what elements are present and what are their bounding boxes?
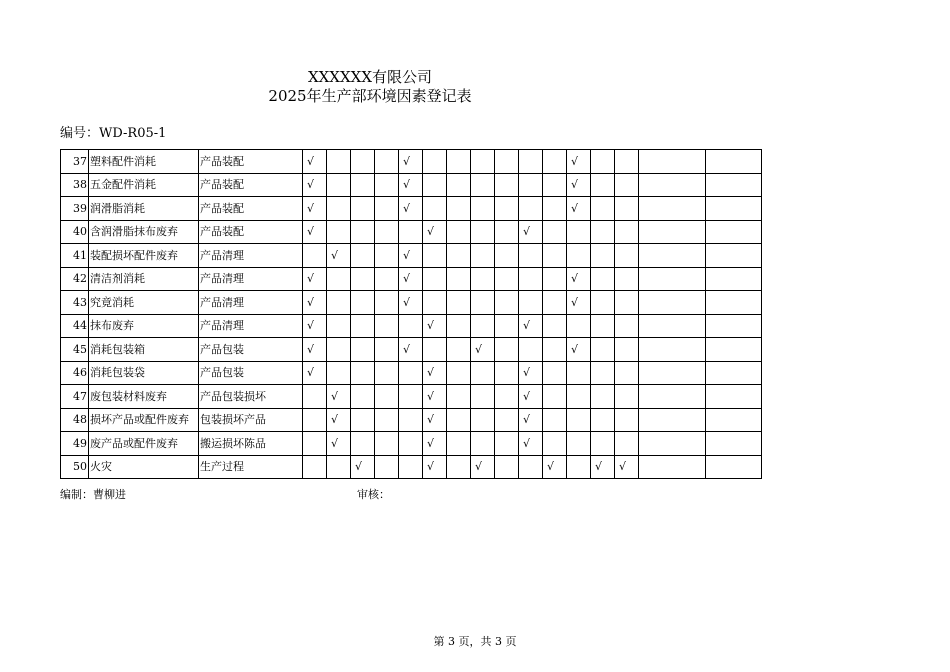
empty-cell [375,267,399,291]
empty-cell [495,267,519,291]
empty-cell [591,361,615,385]
factor-name-cell: 抹布废弃 [89,314,199,338]
process-cell: 产品装配 [199,197,303,221]
table-row [61,197,762,221]
empty-cell [567,220,591,244]
empty-cell [447,408,471,432]
check-mark-cell: √ [399,150,423,174]
process-cell: 产品包装 [199,338,303,362]
check-mark-cell: √ [399,267,423,291]
empty-cell [327,361,351,385]
empty-cell [519,291,543,315]
empty-cell [303,244,327,268]
factor-name-cell: 五金配件消耗 [89,173,199,197]
empty-cell [447,385,471,409]
empty-cell [447,197,471,221]
empty-cell [567,244,591,268]
empty-cell [327,267,351,291]
empty-cell [375,408,399,432]
empty-cell [543,291,567,315]
empty-cell [375,291,399,315]
empty-cell [399,408,423,432]
empty-cell [591,314,615,338]
table-row [61,314,762,338]
empty-cell [615,338,639,362]
check-mark-cell: √ [303,314,327,338]
empty-cell [543,220,567,244]
empty-cell [495,408,519,432]
empty-cell [375,173,399,197]
check-mark-cell: √ [423,455,447,479]
check-mark-cell: √ [423,385,447,409]
empty-cell [639,432,706,456]
table-row [61,150,762,174]
empty-cell [447,361,471,385]
empty-cell [471,432,495,456]
empty-cell [303,408,327,432]
empty-cell [543,432,567,456]
row-number: 41 [61,244,89,268]
row-number: 38 [61,173,89,197]
empty-cell [423,267,447,291]
empty-cell [327,197,351,221]
process-cell: 生产过程 [199,455,303,479]
empty-cell [303,432,327,456]
empty-cell [706,244,762,268]
check-mark-cell: √ [519,408,543,432]
empty-cell [706,267,762,291]
process-cell: 产品装配 [199,150,303,174]
empty-cell [351,267,375,291]
empty-cell [706,197,762,221]
empty-cell [375,338,399,362]
empty-cell [519,244,543,268]
empty-cell [543,385,567,409]
empty-cell [567,385,591,409]
empty-cell [423,197,447,221]
empty-cell [591,197,615,221]
check-mark-cell: √ [399,338,423,362]
empty-cell [639,267,706,291]
table-row [61,291,762,315]
row-number: 50 [61,455,89,479]
empty-cell [327,455,351,479]
empty-cell [495,291,519,315]
empty-cell [375,432,399,456]
empty-cell [447,244,471,268]
process-cell: 包装损坏产品 [199,408,303,432]
empty-cell [471,173,495,197]
process-cell: 产品清理 [199,244,303,268]
check-mark-cell: √ [399,291,423,315]
empty-cell [639,408,706,432]
empty-cell [639,338,706,362]
row-number: 46 [61,361,89,385]
empty-cell [495,244,519,268]
prepared-by [60,486,126,502]
empty-cell [351,432,375,456]
empty-cell [639,173,706,197]
empty-cell [327,173,351,197]
empty-cell [471,408,495,432]
check-mark-cell: √ [615,455,639,479]
empty-cell [706,361,762,385]
empty-cell [543,197,567,221]
empty-cell [543,173,567,197]
check-mark-cell: √ [519,314,543,338]
check-mark-cell: √ [471,338,495,362]
empty-cell [447,267,471,291]
empty-cell [567,432,591,456]
row-number: 37 [61,150,89,174]
company-name: XXXXXX有限公司 [307,68,433,86]
empty-cell [471,197,495,221]
check-mark-cell: √ [303,220,327,244]
table-row [61,408,762,432]
empty-cell [447,173,471,197]
empty-cell [543,244,567,268]
empty-cell [567,408,591,432]
empty-cell [327,314,351,338]
empty-cell [375,314,399,338]
empty-cell [615,385,639,409]
factor-name-cell: 废包装材料废弃 [89,385,199,409]
empty-cell [519,338,543,362]
empty-cell [591,150,615,174]
check-mark-cell: √ [567,150,591,174]
factor-name-cell: 含润滑脂抹布废弃 [89,220,199,244]
empty-cell [375,361,399,385]
empty-cell [447,338,471,362]
empty-cell [303,455,327,479]
empty-cell [615,408,639,432]
empty-cell [375,455,399,479]
empty-cell [327,291,351,315]
empty-cell [639,385,706,409]
check-mark-cell: √ [303,267,327,291]
empty-cell [706,432,762,456]
empty-cell [447,291,471,315]
check-mark-cell: √ [519,220,543,244]
empty-cell [615,220,639,244]
row-number: 47 [61,385,89,409]
empty-cell [351,338,375,362]
empty-cell [567,361,591,385]
empty-cell [351,291,375,315]
empty-cell [639,455,706,479]
process-cell: 产品清理 [199,267,303,291]
check-mark-cell: √ [519,385,543,409]
empty-cell [706,150,762,174]
empty-cell [495,173,519,197]
process-cell: 产品清理 [199,291,303,315]
process-cell: 产品清理 [199,314,303,338]
check-mark-cell: √ [423,220,447,244]
table-row [61,455,762,479]
row-number: 49 [61,432,89,456]
empty-cell [375,220,399,244]
empty-cell [615,291,639,315]
empty-cell [471,291,495,315]
row-number: 48 [61,408,89,432]
empty-cell [591,267,615,291]
empty-cell [519,197,543,221]
empty-cell [639,314,706,338]
empty-cell [303,385,327,409]
process-cell: 产品包装损坏 [199,385,303,409]
empty-cell [351,361,375,385]
empty-cell [423,173,447,197]
empty-cell [591,244,615,268]
empty-cell [495,197,519,221]
check-mark-cell: √ [303,338,327,362]
check-mark-cell: √ [471,455,495,479]
factor-name-cell: 火灾 [89,455,199,479]
table-row [61,244,762,268]
empty-cell [706,173,762,197]
empty-cell [399,314,423,338]
row-number: 39 [61,197,89,221]
check-mark-cell: √ [567,291,591,315]
empty-cell [351,408,375,432]
form-title: 2025年生产部环境因素登记表 [268,87,472,105]
empty-cell [567,455,591,479]
empty-cell [495,150,519,174]
empty-cell [495,220,519,244]
empty-cell [706,338,762,362]
empty-cell [399,361,423,385]
check-mark-cell: √ [303,173,327,197]
empty-cell [639,244,706,268]
factor-name-cell: 消耗包装袋 [89,361,199,385]
check-mark-cell: √ [567,338,591,362]
empty-cell [591,385,615,409]
check-mark-cell: √ [303,291,327,315]
check-mark-cell: √ [519,432,543,456]
empty-cell [351,244,375,268]
check-mark-cell: √ [399,197,423,221]
check-mark-cell: √ [303,361,327,385]
empty-cell [375,385,399,409]
empty-cell [399,220,423,244]
check-mark-cell: √ [399,173,423,197]
empty-cell [543,408,567,432]
empty-cell [615,197,639,221]
process-cell: 产品装配 [199,220,303,244]
table-row [61,267,762,291]
empty-cell [351,173,375,197]
check-mark-cell: √ [567,267,591,291]
empty-cell [639,150,706,174]
check-mark-cell: √ [327,432,351,456]
factor-name-cell: 废产品或配件废弃 [89,432,199,456]
factor-name-cell: 损坏产品或配件废弃 [89,408,199,432]
empty-cell [543,338,567,362]
factor-name-cell: 究竟消耗 [89,291,199,315]
check-mark-cell: √ [303,150,327,174]
row-number: 45 [61,338,89,362]
empty-cell [706,455,762,479]
empty-cell [471,385,495,409]
empty-cell [591,338,615,362]
empty-cell [399,432,423,456]
check-mark-cell: √ [303,197,327,221]
table-row [61,432,762,456]
empty-cell [375,244,399,268]
empty-cell [706,408,762,432]
form-code-value: WD-R05-1 [99,126,167,141]
empty-cell [706,220,762,244]
empty-cell [351,314,375,338]
check-mark-cell: √ [591,455,615,479]
empty-cell [591,173,615,197]
check-mark-cell: √ [399,244,423,268]
empty-cell [447,220,471,244]
prepared-by-label: 编制： [60,488,93,501]
empty-cell [327,338,351,362]
empty-cell [351,197,375,221]
empty-cell [543,267,567,291]
empty-cell [471,361,495,385]
empty-cell [639,197,706,221]
empty-cell [351,385,375,409]
empty-cell [447,432,471,456]
process-cell: 搬运损坏陈品 [199,432,303,456]
check-mark-cell: √ [423,408,447,432]
empty-cell [567,314,591,338]
process-cell: 产品包装 [199,361,303,385]
empty-cell [519,455,543,479]
table-row [61,338,762,362]
check-mark-cell: √ [519,361,543,385]
empty-cell [495,338,519,362]
check-mark-cell: √ [351,455,375,479]
empty-cell [375,150,399,174]
empty-cell [471,244,495,268]
empty-cell [591,408,615,432]
empty-cell [615,173,639,197]
empty-cell [423,338,447,362]
empty-cell [591,432,615,456]
empty-cell [543,361,567,385]
reviewed-by-label: 审核： [357,488,390,501]
empty-cell [495,314,519,338]
empty-cell [519,173,543,197]
table-row [61,220,762,244]
empty-cell [495,361,519,385]
empty-cell [423,150,447,174]
empty-cell [447,455,471,479]
empty-cell [615,244,639,268]
empty-cell [423,244,447,268]
empty-cell [447,150,471,174]
empty-cell [615,267,639,291]
empty-cell [639,361,706,385]
process-cell: 产品装配 [199,173,303,197]
empty-cell [615,361,639,385]
empty-cell [375,197,399,221]
check-mark-cell: √ [327,244,351,268]
empty-cell [543,150,567,174]
empty-cell [591,220,615,244]
empty-cell [399,455,423,479]
row-number: 43 [61,291,89,315]
empty-cell [399,385,423,409]
table-row [61,173,762,197]
empty-cell [447,314,471,338]
check-mark-cell: √ [327,408,351,432]
environmental-factor-table [60,149,762,479]
row-number: 42 [61,267,89,291]
empty-cell [543,314,567,338]
empty-cell [615,150,639,174]
row-number: 40 [61,220,89,244]
factor-name-cell: 清洁剂消耗 [89,267,199,291]
empty-cell [327,220,351,244]
check-mark-cell: √ [423,361,447,385]
empty-cell [471,314,495,338]
table-row [61,361,762,385]
factor-name-cell: 装配损坏配件废弃 [89,244,199,268]
empty-cell [351,220,375,244]
check-mark-cell: √ [423,432,447,456]
empty-cell [519,150,543,174]
empty-cell [639,291,706,315]
page-indicator: 第 3 页，共 3 页 [433,635,517,648]
empty-cell [471,220,495,244]
empty-cell [495,455,519,479]
empty-cell [706,314,762,338]
form-code-label: 编号： [60,126,100,141]
empty-cell [591,291,615,315]
empty-cell [519,267,543,291]
empty-cell [639,220,706,244]
empty-cell [423,291,447,315]
check-mark-cell: √ [543,455,567,479]
empty-cell [706,385,762,409]
empty-cell [327,150,351,174]
empty-cell [495,432,519,456]
check-mark-cell: √ [567,197,591,221]
empty-cell [706,291,762,315]
factor-name-cell: 消耗包装箱 [89,338,199,362]
check-mark-cell: √ [567,173,591,197]
factor-name-cell: 润滑脂消耗 [89,197,199,221]
empty-cell [615,314,639,338]
empty-cell [471,267,495,291]
table-row [61,385,762,409]
empty-cell [471,150,495,174]
form-code [60,122,166,141]
check-mark-cell: √ [327,385,351,409]
row-number: 44 [61,314,89,338]
empty-cell [351,150,375,174]
factor-name-cell: 塑料配件消耗 [89,150,199,174]
check-mark-cell: √ [423,314,447,338]
prepared-by-name: 曹柳进 [93,488,126,501]
empty-cell [495,385,519,409]
empty-cell [615,432,639,456]
